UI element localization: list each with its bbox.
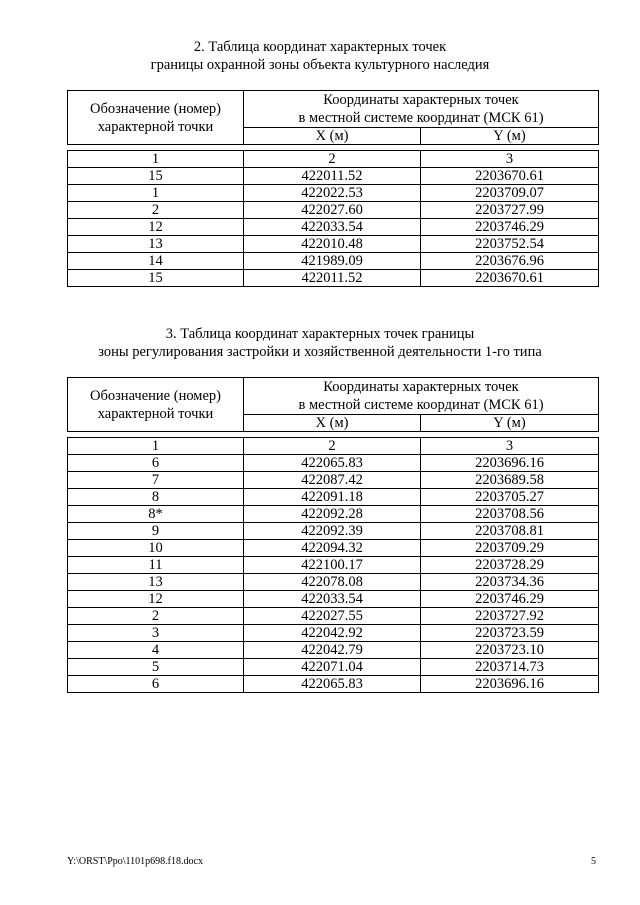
y-coordinate-cell: 2203727.92 [421,608,599,625]
point-number-cell: 11 [68,557,244,574]
x-coordinate-cell: 422087.42 [244,472,421,489]
point-number-cell: 15 [68,168,244,185]
x-coordinate-cell: 422078.08 [244,574,421,591]
y-coordinate-cell: 2203689.58 [421,472,599,489]
x-coordinate-cell: 422065.83 [244,455,421,472]
point-designation-header: Обозначение (номер) характерной точки [68,378,244,432]
y-coordinate-cell: 2203714.73 [421,659,599,676]
x-coordinate-cell: 422027.60 [244,202,421,219]
table-row [68,506,599,523]
table2-coordinates-table [67,90,599,287]
y-coordinate-cell: 2203727.99 [421,202,599,219]
y-coordinate-cell: 2203723.59 [421,625,599,642]
x-coordinate-cell: 421989.09 [244,253,421,270]
table-row [68,270,599,287]
point-number-cell: 4 [68,642,244,659]
point-number-cell: 14 [68,253,244,270]
table-row [68,659,599,676]
table-row [68,236,599,253]
numbering-cell: 1 [68,438,244,455]
point-number-cell: 8* [68,506,244,523]
point-number-cell: 12 [68,219,244,236]
point-number-cell: 6 [68,676,244,693]
numbering-cell: 2 [244,151,421,168]
x-coordinate-cell: 422022.53 [244,185,421,202]
table-row [68,608,599,625]
y-coordinate-cell: 2203696.16 [421,455,599,472]
point-number-cell: 5 [68,659,244,676]
point-number-cell: 8 [68,489,244,506]
point-number-cell: 9 [68,523,244,540]
table-row [68,185,599,202]
x-coordinate-cell: 422042.79 [244,642,421,659]
table3-title [0,325,640,361]
y-coordinate-cell: 2203705.27 [421,489,599,506]
y-coordinate-cell: 2203708.81 [421,523,599,540]
table2-title-line1: 2. Таблица координат характерных точек [193,39,447,55]
x-coordinate-cell: 422100.17 [244,557,421,574]
table-row [68,574,599,591]
coordinates-header: Координаты характерных точек в местной системе координат (МСК 61) [244,378,599,415]
table-row [68,472,599,489]
point-number-cell: 1 [68,185,244,202]
x-coordinate-cell: 422033.54 [244,219,421,236]
y-coordinate-cell: 2203676.96 [421,253,599,270]
y-coordinate-cell: 2203709.07 [421,185,599,202]
x-coordinate-cell: 422092.28 [244,506,421,523]
footer-file-path: Y:\ORST\Ppo\1101p698.f18.docx [67,856,203,867]
table-row [68,625,599,642]
point-number-cell: 2 [68,608,244,625]
x-column-header: X (м) [244,128,421,145]
x-coordinate-cell: 422010.48 [244,236,421,253]
table3-coordinates-table [67,377,599,693]
y-coordinate-cell: 2203708.56 [421,506,599,523]
y-coordinate-cell: 2203746.29 [421,219,599,236]
numbering-cell: 1 [68,151,244,168]
numbering-row [68,151,599,168]
y-coordinate-cell: 2203723.10 [421,642,599,659]
table-row [68,168,599,185]
numbering-cell: 3 [421,151,599,168]
point-number-cell: 12 [68,591,244,608]
table-row [68,489,599,506]
x-coordinate-cell: 422071.04 [244,659,421,676]
x-coordinate-cell: 422027.55 [244,608,421,625]
point-number-cell: 13 [68,236,244,253]
y-coordinate-cell: 2203696.16 [421,676,599,693]
point-number-cell: 7 [68,472,244,489]
y-coordinate-cell: 2203746.29 [421,591,599,608]
table-row [68,523,599,540]
x-coordinate-cell: 422011.52 [244,270,421,287]
point-number-cell: 15 [68,270,244,287]
y-column-header: Y (м) [421,415,599,432]
x-coordinate-cell: 422042.92 [244,625,421,642]
y-coordinate-cell: 2203734.36 [421,574,599,591]
x-coordinate-cell: 422065.83 [244,676,421,693]
y-coordinate-cell: 2203728.29 [421,557,599,574]
point-number-cell: 2 [68,202,244,219]
table-row [68,591,599,608]
table-row [68,455,599,472]
x-coordinate-cell: 422092.39 [244,523,421,540]
table3-title-line1: 3. Таблица координат характерных точек границы [165,326,475,342]
numbering-cell: 2 [244,438,421,455]
x-column-header: X (м) [244,415,421,432]
y-coordinate-cell: 2203709.29 [421,540,599,557]
table-row [68,676,599,693]
point-number-cell: 3 [68,625,244,642]
point-number-cell: 13 [68,574,244,591]
x-coordinate-cell: 422033.54 [244,591,421,608]
table-row [68,219,599,236]
table2-title [0,38,640,74]
x-coordinate-cell: 422011.52 [244,168,421,185]
table-row [68,253,599,270]
y-coordinate-cell: 2203670.61 [421,270,599,287]
y-coordinate-cell: 2203670.61 [421,168,599,185]
table3-title-line2: зоны регулирования застройки и хозяйственной деятельности 1-го типа [98,344,542,360]
table2-title-line2: границы охранной зоны объекта культурного наследия [150,57,490,73]
table-row [68,557,599,574]
coordinates-header: Координаты характерных точек в местной системе координат (МСК 61) [244,91,599,128]
table-row [68,202,599,219]
point-designation-header: Обозначение (номер) характерной точки [68,91,244,145]
numbering-row [68,438,599,455]
table-row [68,540,599,557]
y-column-header: Y (м) [421,128,599,145]
y-coordinate-cell: 2203752.54 [421,236,599,253]
table-row [68,642,599,659]
point-number-cell: 6 [68,455,244,472]
page-number: 5 [591,856,596,867]
numbering-cell: 3 [421,438,599,455]
x-coordinate-cell: 422094.32 [244,540,421,557]
point-number-cell: 10 [68,540,244,557]
x-coordinate-cell: 422091.18 [244,489,421,506]
